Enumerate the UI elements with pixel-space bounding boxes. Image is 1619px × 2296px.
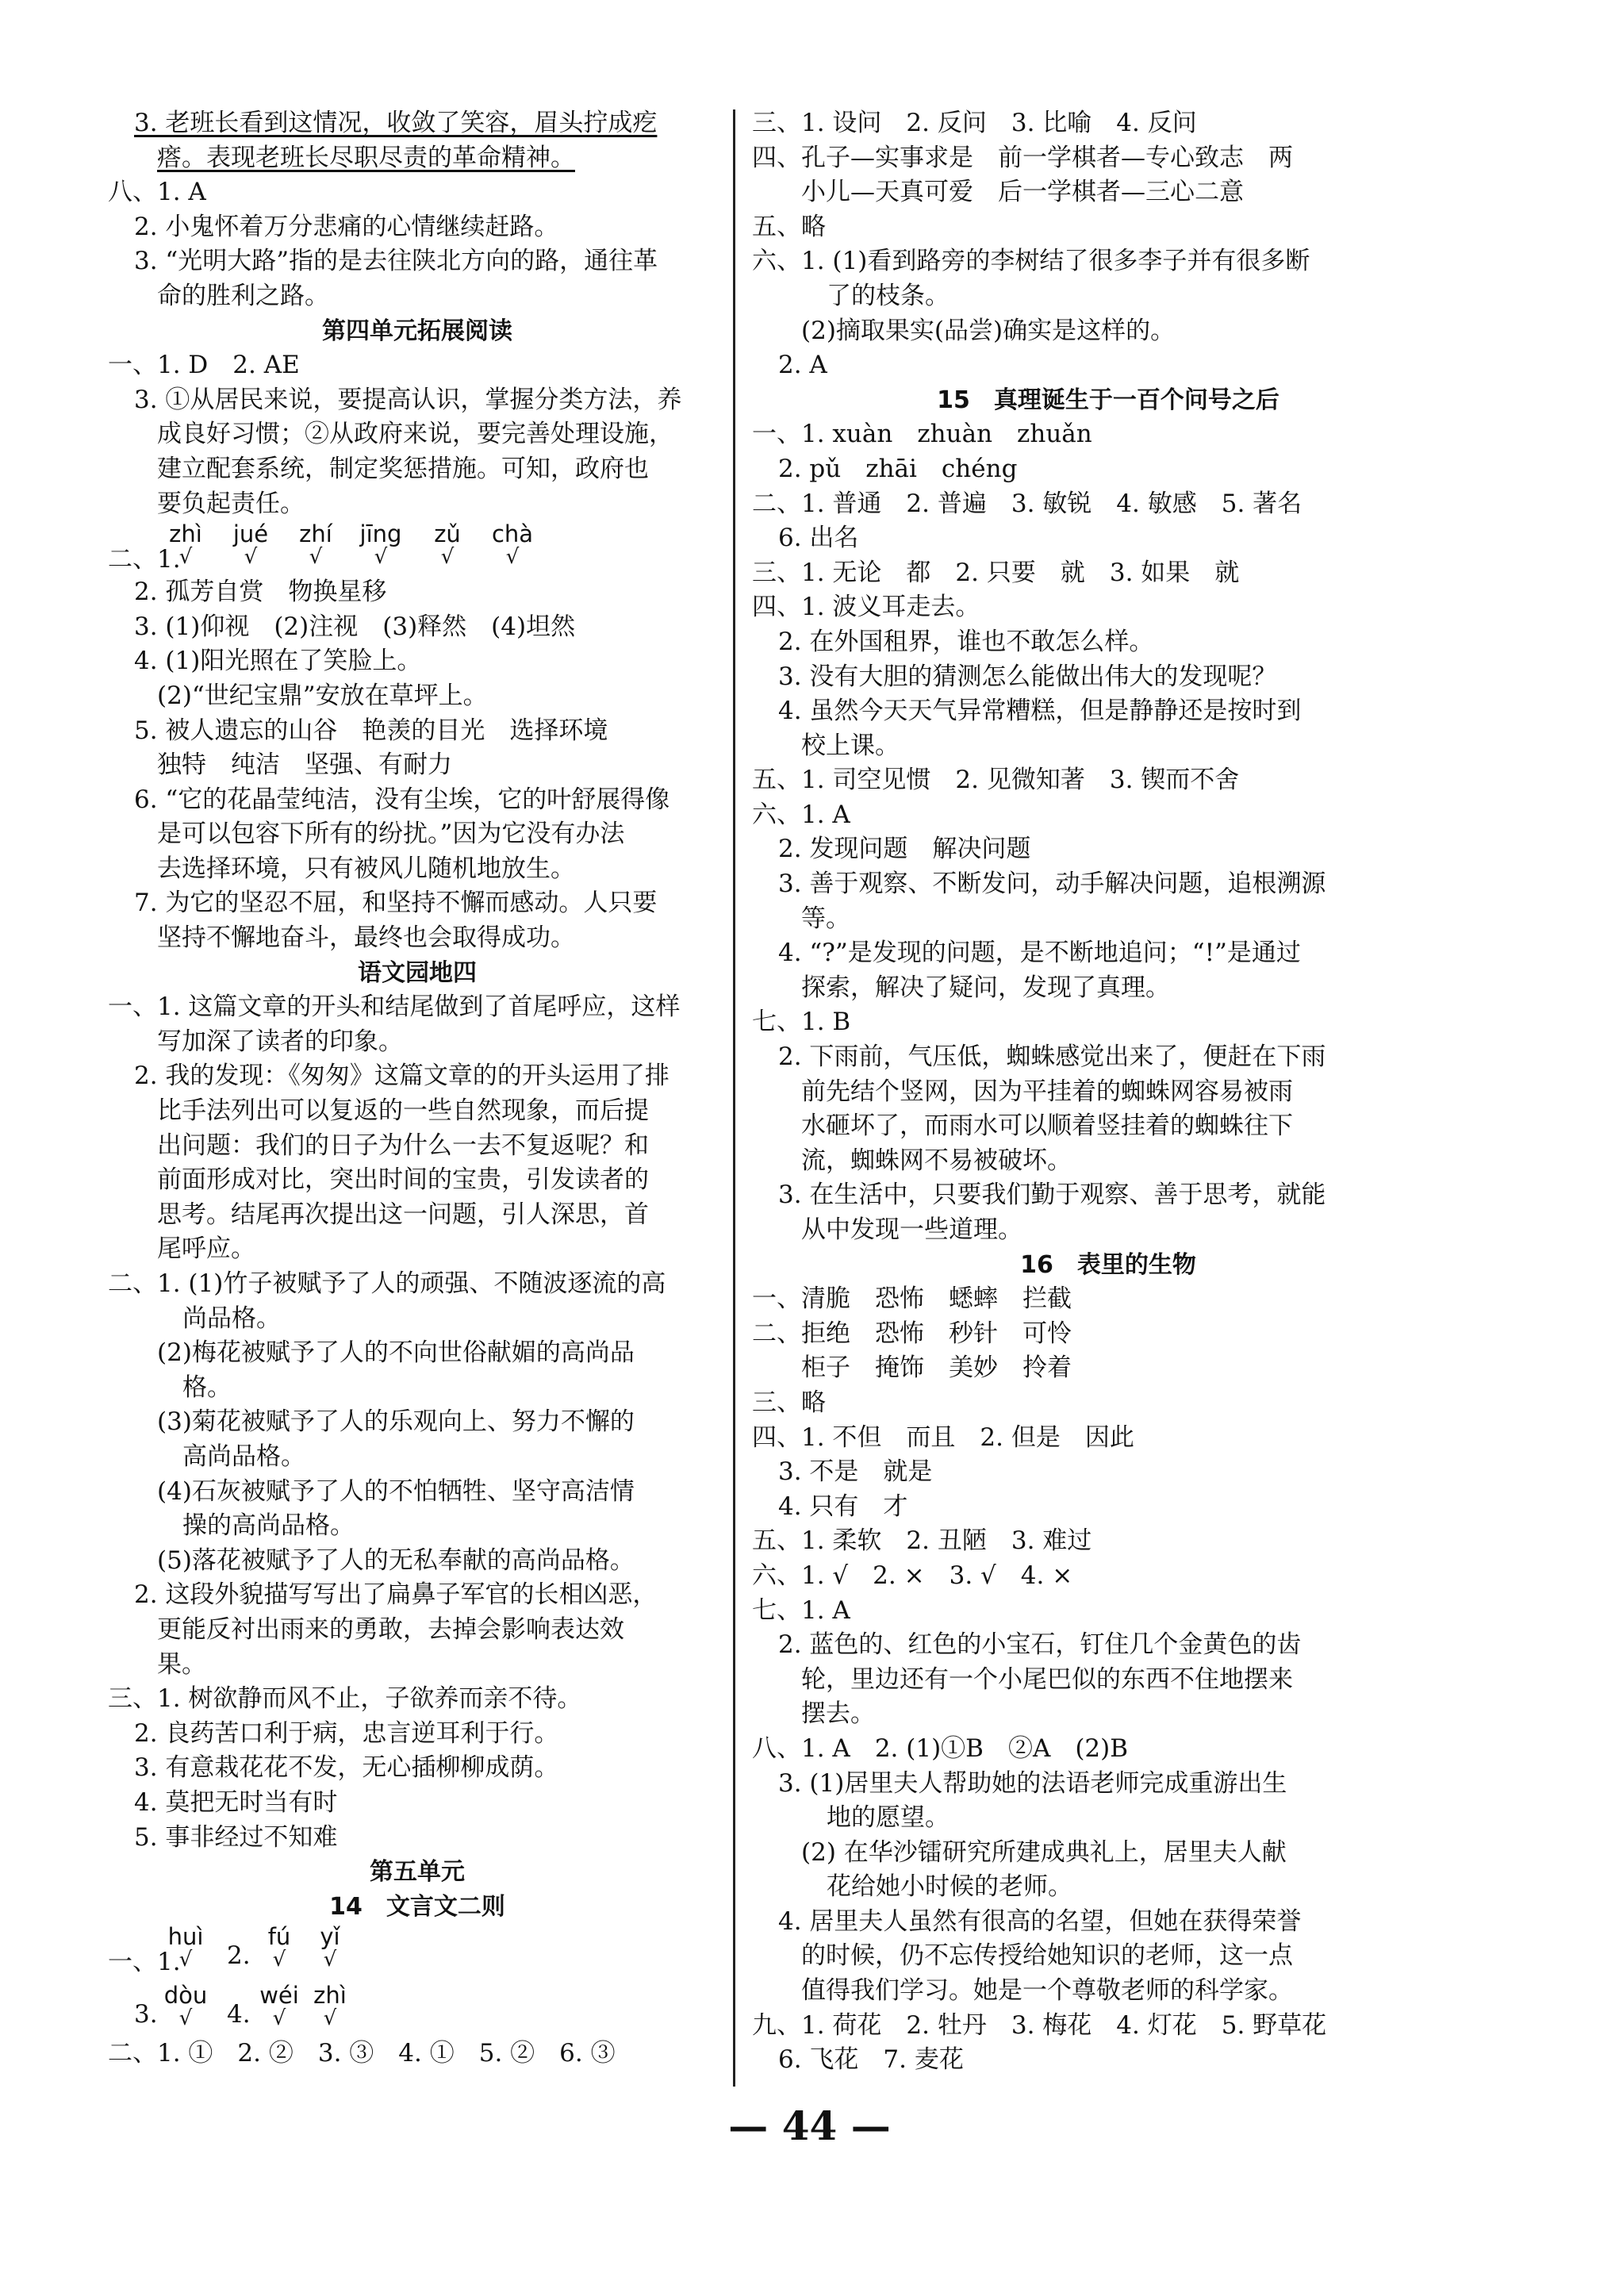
answer-line: 写加深了读者的印象。 [157, 1027, 403, 1056]
pinyin-item: wéi √ [255, 1983, 303, 2029]
pinyin-item: yǐ √ [306, 1924, 354, 1970]
answer-line: 操的高尚品格。 [182, 1511, 355, 1541]
pinyin-item: huì √ [162, 1924, 209, 1970]
answer-line: 2. 蓝色的、红色的小宝石，钉住几个金黄色的齿 [778, 1630, 1302, 1660]
answer-line: (2)“世纪宝鼎”安放在草坪上。 [157, 681, 488, 710]
answer-line: (5)落花被赋予了人的无私奉献的高尚品格。 [157, 1545, 635, 1575]
answer-line: 二、拒绝 恐怖 秒针 可怜 [752, 1319, 1072, 1348]
pinyin-answer-row [108, 1924, 727, 1978]
answer-line: (2)摘取果实(品尝)确实是这样的。 [801, 316, 1176, 345]
answer-line: 2. 小鬼怀着万分悲痛的心情继续赶路。 [134, 212, 559, 241]
answer-line: 比手法列出可以复返的一些自然现象，而后提 [157, 1096, 649, 1126]
answer-line: 2. 这段外貌描写写出了扁鼻子军官的长相凶恶， [134, 1580, 658, 1610]
answer-line: 值得我们学习。她是一个尊敬老师的科学家。 [801, 1976, 1293, 2006]
answer-line: 瘩。表现老班长尽职尽责的革命精神。 [157, 143, 575, 172]
pinyin-item: jué √ [227, 521, 274, 567]
unit-heading: 第五单元 [370, 1858, 465, 1887]
check-mark-icon: √ [323, 2006, 337, 2031]
check-mark-icon: √ [178, 2006, 193, 2031]
section-heading: 语文园地四 [358, 958, 477, 987]
answer-line: 2. pǔ zhāi chéng [778, 454, 1018, 483]
answer-line: 尾呼应。 [157, 1234, 255, 1264]
answer-line: 3. 善于观察、不断发问，动手解决问题，追根溯源 [778, 870, 1326, 899]
answer-line: 从中发现一些道理。 [801, 1215, 1022, 1244]
answer-line: 3. “光明大路”指的是去往陕北方向的路，通往革 [134, 247, 658, 276]
answer-line: 要负起责任。 [157, 489, 305, 518]
column-divider [733, 109, 735, 2087]
answer-line: 出问题：我们的日子为什么一去不复返呢？和 [157, 1131, 649, 1160]
answer-line: 三、1. 无论 都 2. 只要 就 3. 如果 就 [752, 558, 1240, 587]
answer-line: 九、1. 荷花 2. 牡丹 3. 梅花 4. 灯花 5. 野草花 [752, 2010, 1327, 2040]
answer-line: 七、1. A [752, 1595, 850, 1625]
answer-line: 2. 孤芳自赏 物换星移 [134, 578, 387, 607]
answer-line: 3. (1)居里夫人帮助她的法语老师完成重游出生 [778, 1768, 1287, 1798]
answer-line: 尚品格。 [182, 1303, 281, 1333]
answer-line: (3)菊花被赋予了人的乐观向上、努力不懈的 [157, 1407, 635, 1437]
answer-line: 3. 在生活中，只要我们勤于观察、善于思考，就能 [778, 1181, 1326, 1210]
answer-line: 流，蜘蛛网不易被破坏。 [801, 1146, 1072, 1175]
answer-line: 四、1. 波义耳走去。 [752, 593, 980, 622]
answer-line: 3. 有意栽花花不发，无心插柳柳成荫。 [134, 1753, 559, 1783]
check-mark-icon: √ [244, 545, 258, 570]
answer-line: 4. 虽然今天天气异常糟糕，但是静静还是按时到 [778, 697, 1302, 726]
question-number: 3. [134, 2000, 158, 2029]
check-mark-icon: √ [272, 1948, 286, 1972]
answer-line: 4. 只有 才 [778, 1492, 908, 1521]
answer-line: 校上课。 [801, 731, 900, 760]
answer-line: 4. “?”是发现的问题，是不断地追问；“!”是通过 [778, 939, 1301, 968]
check-mark-icon: √ [505, 545, 520, 570]
answer-line: 6. “它的花晶莹纯洁，没有尘埃，它的叶舒展得像 [134, 785, 670, 814]
answer-line: 3. 不是 就是 [778, 1457, 933, 1487]
question-number: 一、1. [108, 1948, 181, 1977]
pinyin-answer-row [108, 1983, 727, 2037]
question-number: 二、1. [108, 545, 181, 574]
answer-line: 五、1. 司空见惯 2. 见微知著 3. 锲而不舍 [752, 766, 1240, 795]
lesson-heading: 15 真理诞生于一百个问号之后 [937, 386, 1279, 414]
answer-line: 三、略 [752, 1388, 826, 1417]
check-mark-icon: √ [309, 545, 323, 570]
answer-line: 三、1. 设问 2. 反问 3. 比喻 4. 反问 [752, 109, 1197, 137]
answer-line: 2. 良药苦口利于病，忠言逆耳利于行。 [134, 1718, 559, 1748]
answer-line: 2. 我的发现：《匆匆》这篇文章的的开头运用了排 [134, 1062, 669, 1091]
answer-line: 一、1. xuàn zhuàn zhuǎn [752, 420, 1092, 449]
pinyin-item: jīng √ [357, 521, 405, 567]
check-mark-icon: √ [374, 545, 388, 570]
answer-line: 建立配套系统，制定奖惩措施。可知，政府也 [157, 454, 649, 483]
answer-line: 小儿—天真可爱 后一学棋者—三心二意 [801, 178, 1244, 207]
lesson-heading: 16 表里的生物 [1020, 1250, 1196, 1279]
answer-line: 六、1. (1)看到路旁的李树结了很多李子并有很多断 [752, 247, 1310, 276]
answer-line: 二、1. ① 2. ② 3. ③ 4. ① 5. ② 6. ③ [108, 2039, 616, 2068]
answer-line: 五、略 [752, 212, 826, 241]
left-column [108, 106, 727, 2071]
check-mark-icon: √ [178, 1948, 193, 1972]
answer-line: 4. 居里夫人虽然有很高的名望，但她在获得荣誉 [778, 1906, 1302, 1936]
answer-line: 果。 [157, 1649, 206, 1679]
answer-line: 了的枝条。 [827, 281, 950, 310]
answer-line: 4. (1)阳光照在了笑脸上。 [134, 647, 422, 676]
answer-line: 格。 [182, 1373, 232, 1402]
answer-line: 命的胜利之路。 [157, 281, 329, 310]
answer-line: 2. A [778, 351, 827, 380]
answer-line: 六、1. √ 2. × 3. √ 4. × [752, 1561, 1073, 1590]
pinyin-item: zhì √ [162, 521, 209, 567]
pinyin-item: zhì √ [306, 1983, 354, 2029]
answer-line: 4. 莫把无时当有时 [134, 1787, 338, 1817]
check-mark-icon: √ [272, 2006, 286, 2031]
answer-line: 7. 为它的坚忍不屈，和坚持不懈而感动。人只要 [134, 889, 658, 918]
answer-line: 二、1. (1)竹子被赋予了人的顽强、不随波逐流的高 [108, 1269, 666, 1298]
answer-line: 水砸坏了，而雨水可以顺着竖挂着的蜘蛛往下 [801, 1112, 1293, 1141]
answer-line: 成良好习惯；②从政府来说，要完善处理设施， [157, 420, 673, 449]
section-heading: 第四单元拓展阅读 [322, 317, 512, 345]
answer-line: 2. 在外国租界，谁也不敢怎么样。 [778, 627, 1154, 656]
answer-line: 坚持不懈地奋斗，最终也会取得成功。 [157, 923, 575, 953]
check-mark-icon: √ [178, 545, 193, 570]
answer-line: 四、1. 不但 而且 2. 但是 因此 [752, 1423, 1134, 1452]
answer-line: 5. 事非经过不知难 [134, 1822, 338, 1852]
answer-line: 独特 纯洁 坚强、有耐力 [157, 751, 452, 780]
answer-line: 一、1. 这篇文章的开头和结尾做到了首尾呼应，这样 [108, 993, 681, 1022]
answer-line: 摆去。 [801, 1699, 875, 1729]
answer-line: 2. 下雨前，气压低，蜘蛛感觉出来了，便赶在下雨 [778, 1042, 1326, 1072]
answer-line: 等。 [801, 904, 850, 933]
check-mark-icon: √ [440, 545, 455, 570]
answer-line: 前先结个竖网，因为平挂着的蜘蛛网容易被雨 [801, 1077, 1293, 1106]
answer-line: 3. (1)仰视 (2)注视 (3)释然 (4)坦然 [134, 612, 576, 641]
answer-line: 花给她小时候的老师。 [827, 1872, 1072, 1902]
question-number: 2. [227, 1941, 251, 1971]
answer-line: 六、1. A [752, 800, 850, 829]
answer-line: 3. 没有大胆的猜测怎么能做出伟大的发现呢？ [778, 662, 1277, 691]
answer-line: 的时候，仍不忘传授给她知识的老师，这一点 [801, 1941, 1293, 1971]
answer-line: 一、清脆 恐怖 蟋蟀 拦截 [752, 1284, 1072, 1314]
answer-line: 八、1. A 2. (1)①B ②A (2)B [752, 1734, 1129, 1763]
answer-line: 3. ①从居民来说，要提高认识，掌握分类方法，养 [134, 385, 682, 414]
pinyin-item: dòu √ [162, 1983, 209, 2029]
answer-line: 轮，里边还有一个小尾巴似的东西不住地摆来 [801, 1664, 1293, 1694]
pinyin-item: chà √ [489, 521, 536, 567]
right-column [752, 106, 1464, 2078]
check-mark-icon: √ [323, 1948, 337, 1972]
answer-line: 5. 被人遗忘的山谷 艳羡的目光 选择环境 [134, 716, 608, 745]
answer-line: 一、1. D 2. AE [108, 351, 300, 380]
pinyin-item: fú √ [255, 1924, 303, 1970]
answer-line: 三、1. 树欲静而风不止，子欲养而亲不待。 [108, 1684, 582, 1714]
answer-line: (4)石灰被赋予了人的不怕牺牲、坚守高洁情 [157, 1476, 635, 1506]
answer-line: 四、孔子—实事求是 前一学棋者—专心致志 两 [752, 143, 1293, 172]
lesson-heading: 14 文言文二则 [329, 1892, 505, 1921]
answer-line: 七、1. B [752, 1008, 851, 1037]
page-number: — 44 — [728, 2102, 891, 2149]
pinyin-item: zhí √ [292, 521, 340, 567]
answer-line: 柜子 掩饰 美妙 拎着 [801, 1353, 1072, 1383]
answer-line: 五、1. 柔软 2. 丑陋 3. 难过 [752, 1526, 1092, 1556]
answer-line: 前面形成对比，突出时间的宝贵，引发读者的 [157, 1165, 649, 1195]
pinyin-answer-row [108, 521, 727, 575]
answer-line: 探索，解决了疑问，发现了真理。 [801, 973, 1170, 1002]
answer-line: 6. 飞花 7. 麦花 [778, 2045, 964, 2075]
answer-line: 2. 发现问题 解决问题 [778, 835, 1031, 864]
answer-line: 地的愿望。 [827, 1803, 950, 1833]
answer-line: (2)梅花被赋予了人的不向世俗献媚的高尚品 [157, 1338, 635, 1368]
answer-line: 二、1. 普通 2. 普遍 3. 敏锐 4. 敏感 5. 著名 [752, 489, 1302, 518]
question-number: 4. [227, 2000, 251, 2029]
answer-line: 思考。结尾再次提出这一问题，引人深思，首 [157, 1200, 649, 1229]
pinyin-item: zǔ √ [424, 521, 471, 567]
answer-line: (2) 在华沙镭研究所建成典礼上，居里夫人献 [801, 1837, 1287, 1867]
answer-line: 高尚品格。 [182, 1442, 305, 1471]
answer-line: 3. 老班长看到这情况，收敛了笑容，眉头拧成疙 [134, 109, 658, 137]
answer-line: 是可以包容下所有的纷扰。”因为它没有办法 [157, 820, 625, 849]
answer-line: 6. 出名 [778, 524, 859, 553]
answer-line: 更能反衬出雨来的勇敢，去掉会影响表达效 [157, 1614, 624, 1644]
answer-line: 八、1. A [108, 178, 206, 207]
answer-line: 去选择环境，只有被风儿随机地放生。 [157, 854, 575, 883]
